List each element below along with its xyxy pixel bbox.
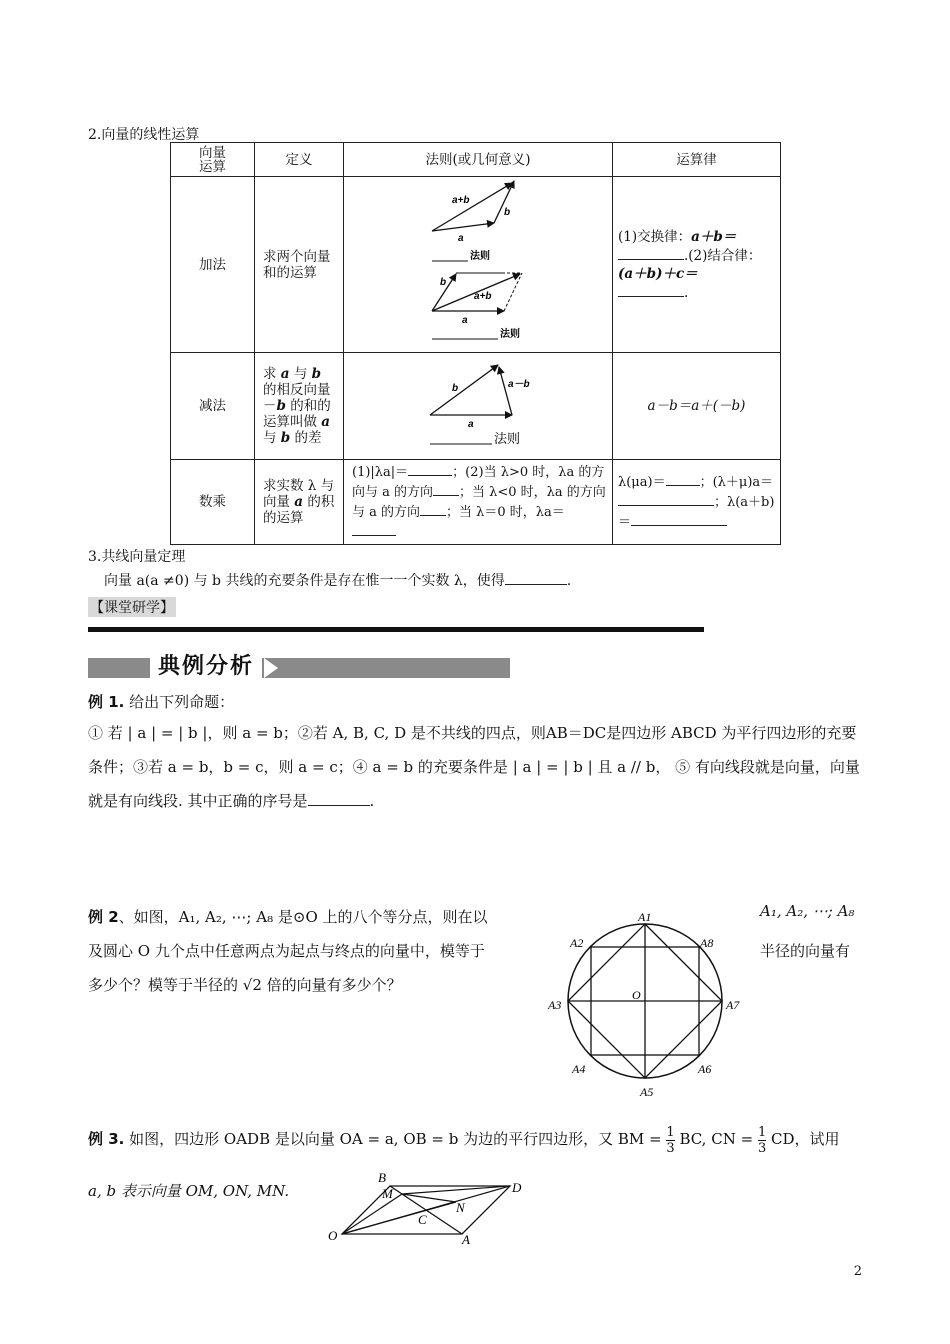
section-2-title: 2.向量的线性运算 bbox=[88, 127, 200, 143]
octagon-labels bbox=[547, 910, 740, 1099]
law-mul-blank1 bbox=[666, 472, 700, 486]
ex2-label: 例 2 bbox=[88, 908, 119, 926]
example-3-text bbox=[88, 1124, 866, 1156]
rule-subtraction bbox=[344, 353, 613, 460]
vector-a-line bbox=[432, 223, 494, 231]
sub-label-b: b bbox=[452, 383, 459, 394]
ex1-end: . bbox=[369, 792, 375, 810]
ex3-ask-text: a, b 表示向量 OM, ON, MN. bbox=[88, 1182, 290, 1200]
rule-mul-blank1 bbox=[408, 462, 452, 476]
def-mul-p1: a bbox=[294, 494, 304, 510]
para-label-a: a bbox=[462, 315, 468, 326]
rule-mul-blank4 bbox=[352, 522, 396, 536]
law-commutative-expr: a＋b＝ bbox=[691, 228, 737, 245]
def-sub-p9: b bbox=[280, 430, 291, 446]
def-sub-p3: b bbox=[311, 366, 322, 382]
frac-b-num: 1 bbox=[757, 1124, 767, 1140]
ex3-part0: 如图，四边形 OADB 是以向量 OA = a, OB = b 为边的平行四边形，又 BM = bbox=[129, 1130, 667, 1148]
label-B: B bbox=[378, 1170, 386, 1185]
sub-label-diff: a－b bbox=[508, 379, 530, 390]
rule2-label: 法则 bbox=[500, 329, 520, 340]
def-sub-p2: 与 bbox=[289, 366, 312, 382]
header-op-line2: 运算 bbox=[199, 158, 226, 175]
ex3-part6: CD，试用 bbox=[766, 1130, 840, 1148]
parallelogram-figure bbox=[322, 1168, 532, 1248]
sub-vector-b bbox=[430, 365, 498, 415]
example-1-heading bbox=[88, 690, 866, 714]
label-A4: A4 bbox=[572, 1062, 586, 1076]
header-definition: 定义 bbox=[255, 143, 344, 177]
divider-bar bbox=[88, 627, 704, 632]
op-addition: 加法 bbox=[171, 177, 255, 353]
subtraction-rule-diagram bbox=[344, 353, 613, 455]
label-A8: A8 bbox=[700, 936, 714, 950]
label-a: a bbox=[458, 233, 464, 244]
fraction-1-3-b bbox=[758, 1125, 766, 1156]
def-sub-p4: 的相反向量－ bbox=[263, 382, 331, 414]
para-right-dashed bbox=[504, 273, 522, 311]
rule-addition bbox=[344, 177, 613, 353]
law-associative-expr: (a＋b)＋c＝ bbox=[618, 265, 698, 282]
def-sub-p1: a bbox=[280, 366, 290, 382]
rule-mul-p3: ；当 λ＝0 时，λa＝ bbox=[446, 505, 565, 520]
band-title: 典例分析 bbox=[150, 652, 262, 682]
vector-sum-line bbox=[432, 183, 512, 231]
label-O-para: O bbox=[328, 1228, 338, 1243]
header-law: 运算律 bbox=[613, 143, 781, 177]
ex2-radius-text: 半径的向量有 bbox=[760, 942, 851, 960]
def-mul-p0: 求实数 λ 与向量 bbox=[263, 478, 335, 510]
addition-rule-diagram bbox=[344, 177, 613, 348]
label-A: A bbox=[462, 1232, 470, 1247]
ex2-points-label: A₁, A₂, ⋯; A₈ bbox=[760, 902, 855, 920]
sub-label-a: a bbox=[468, 419, 474, 430]
table-row-scalar bbox=[171, 460, 781, 545]
def-sub-p6: 的和的运算叫做 bbox=[263, 398, 331, 430]
fraction-1-3-a bbox=[666, 1125, 674, 1156]
label-A2: A2 bbox=[570, 936, 584, 950]
label-C: C bbox=[418, 1212, 427, 1227]
para-label-ab: a+b bbox=[474, 291, 492, 302]
table-row-addition bbox=[171, 177, 781, 353]
header-op-line1: 向量 bbox=[199, 144, 226, 161]
example-2-text bbox=[88, 900, 533, 1002]
def-addition bbox=[255, 177, 344, 353]
classroom-study-label: 【课堂研学】 bbox=[88, 597, 176, 617]
frac-a-num: 1 bbox=[666, 1124, 675, 1140]
op-subtraction: 减法 bbox=[171, 353, 255, 460]
rule-mul-blank3 bbox=[420, 502, 446, 516]
law-scalar bbox=[613, 460, 781, 545]
octagon-circle-figure bbox=[540, 905, 750, 1105]
law-subtraction: a－b＝a＋(－b) bbox=[613, 353, 781, 460]
sec3-blank bbox=[505, 571, 567, 585]
def-sub-p0: 求 bbox=[263, 366, 281, 382]
law-mul-p2: ；λ(a＋b)＝ bbox=[618, 495, 775, 530]
law-mul-p0: λ(μa)＝ bbox=[618, 475, 666, 490]
law-blank-2 bbox=[618, 283, 684, 297]
table-row-subtraction bbox=[171, 353, 781, 460]
ex1-label: 例 1. bbox=[88, 693, 125, 711]
label-b: b bbox=[504, 207, 511, 218]
ex2-part2: 及圆心 O 九个点中任意两点为起点与终点的向量中，模等于 bbox=[88, 942, 485, 960]
frac-a-den: 3 bbox=[666, 1140, 675, 1156]
rule-mul-p0: (1)|λa|＝ bbox=[352, 465, 409, 480]
ex1-intro: 给出下列命题： bbox=[129, 693, 235, 711]
section-3-title: 3.共线向量定理 bbox=[88, 549, 186, 565]
linear-operations-table bbox=[170, 142, 781, 545]
section-3-text bbox=[104, 570, 571, 590]
page-number: 2 bbox=[853, 1264, 862, 1279]
law-mul-blank3 bbox=[631, 512, 727, 526]
def-sub-p5: b bbox=[276, 398, 286, 414]
example-1-body bbox=[88, 716, 866, 818]
segment-om bbox=[342, 1194, 402, 1234]
law-addition bbox=[613, 177, 781, 353]
label-A6: A6 bbox=[698, 1062, 712, 1076]
law-mul-p1: ；(λ＋μ)a＝ bbox=[699, 475, 774, 490]
law-blank-1 bbox=[618, 246, 684, 260]
segment-mn bbox=[402, 1194, 456, 1202]
ex2-part4: 多少个？模等于半径的 √2 倍的向量有多少个？ bbox=[88, 976, 402, 994]
rule1-label: 法则 bbox=[470, 251, 490, 262]
def-sub-p10: 的差 bbox=[290, 430, 322, 446]
sub-vector-diff bbox=[499, 367, 512, 415]
para-label-b: b bbox=[440, 277, 447, 288]
rule-scalar bbox=[344, 460, 613, 545]
def-addition-text: 求两个向量和的运算 bbox=[263, 248, 331, 281]
law-commutative-label: (1)交换律： bbox=[618, 228, 692, 245]
def-subtraction bbox=[255, 353, 344, 460]
ex3-label: 例 3. bbox=[88, 1130, 125, 1148]
sec3-text-main: 向量 a(a ≠0) 与 b 共线的充要条件是存在惟一一个实数 λ，使得 bbox=[104, 573, 505, 589]
table-header-row bbox=[171, 143, 781, 177]
label-M: M bbox=[382, 1186, 393, 1201]
segment-md bbox=[402, 1186, 510, 1194]
label-O: O bbox=[632, 988, 641, 1002]
label-a-plus-b: a+b bbox=[452, 195, 470, 206]
header-operation bbox=[171, 143, 255, 177]
law-mul-blank2 bbox=[618, 492, 714, 506]
header-rule: 法则(或几何意义) bbox=[344, 143, 613, 177]
ex2-part0: 、如图，A₁, A₂, ⋯; A₈ 是⊙O 上的八个等分点，则在以 bbox=[118, 908, 488, 926]
label-A5: A5 bbox=[640, 1085, 654, 1099]
band-arrow-icon bbox=[264, 658, 278, 678]
parallelogram-labels bbox=[328, 1170, 522, 1247]
def-sub-p8: 与 bbox=[263, 430, 281, 446]
ex1-propositions: ① 若 | a | = | b |，则 a = b；②若 A, B, C, D 是不共线的四点，则AB＝DC是四边形 ABCD 为平行四边形的充要条件；③若 a = b，b = c，则 a = c；④ a = b 的充要条件是 | a | = | b | 且 a // b， ⑤ 有向线段就是向量，向量就是有向线段. 其中正确的序号是 bbox=[88, 724, 860, 810]
rule-mul-p1: ；(2)当 λ>0 时，λa 的方向与 a 的方向 bbox=[352, 465, 605, 500]
frac-b-den: 3 bbox=[757, 1140, 767, 1156]
ex1-answer-blank bbox=[308, 792, 370, 806]
label-N: N bbox=[456, 1200, 465, 1215]
sec3-text-end: . bbox=[566, 573, 572, 589]
label-D: D bbox=[512, 1180, 522, 1195]
def-mul-p2: 的积的运算 bbox=[263, 494, 335, 526]
label-A1: A1 bbox=[638, 910, 652, 924]
label-A3: A3 bbox=[548, 998, 562, 1012]
def-scalar bbox=[255, 460, 344, 545]
rule-mul-blank2 bbox=[433, 482, 459, 496]
rule-mul-p2: ；当 λ<0 时，λa 的方向与 a 的方向 bbox=[352, 485, 606, 520]
law-end: . bbox=[684, 284, 689, 301]
sub-rule-label: 法则 bbox=[494, 432, 521, 447]
def-sub-p7: a bbox=[321, 414, 331, 430]
label-A7: A7 bbox=[726, 998, 740, 1012]
op-scalar: 数乘 bbox=[171, 460, 255, 545]
ex3-part3: BC, CN = bbox=[674, 1130, 758, 1148]
law-associative-label: .(2)结合律： bbox=[684, 247, 762, 264]
